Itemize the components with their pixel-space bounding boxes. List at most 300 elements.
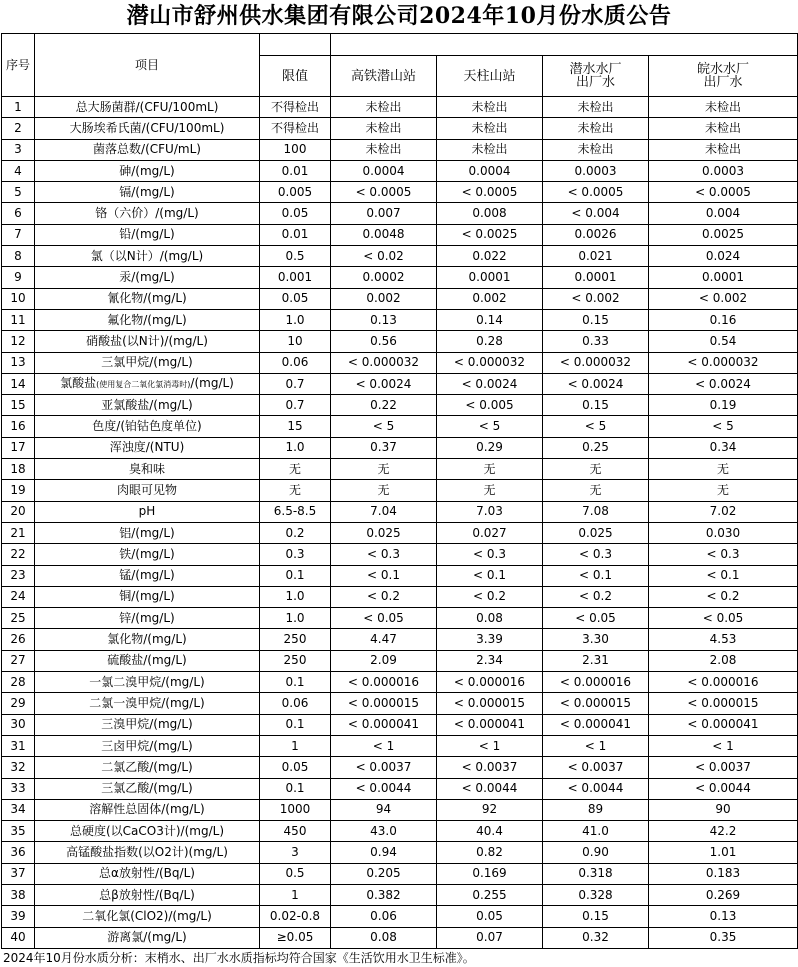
row-value-tianzhushan: 0.29 bbox=[437, 437, 543, 458]
header-site-wanshui-line2: 出厂水 bbox=[703, 75, 743, 90]
row-limit: 0.001 bbox=[260, 267, 331, 288]
table-row bbox=[2, 267, 798, 288]
table-row bbox=[2, 821, 798, 842]
row-value-wanshui: 1.01 bbox=[649, 842, 798, 863]
row-item: 铜/(mg/L) bbox=[35, 586, 260, 607]
table-row bbox=[2, 97, 798, 118]
row-value-wanshui: 4.53 bbox=[649, 629, 798, 650]
row-value-wanshui: < 0.000032 bbox=[649, 352, 798, 373]
row-value-tianzhushan: 无 bbox=[437, 459, 543, 480]
row-value-tianzhushan: < 0.000041 bbox=[437, 714, 543, 735]
header-limit: 限值 bbox=[260, 56, 331, 97]
row-limit: 1 bbox=[260, 735, 331, 756]
table-row bbox=[2, 863, 798, 884]
row-item: 浑浊度/(NTU) bbox=[35, 437, 260, 458]
row-seq: 26 bbox=[2, 629, 35, 650]
row-seq: 18 bbox=[2, 459, 35, 480]
row-value-gaotie: 未检出 bbox=[331, 139, 437, 160]
row-seq: 40 bbox=[2, 927, 35, 948]
row-item bbox=[35, 373, 260, 394]
row-seq: 12 bbox=[2, 331, 35, 352]
row-value-gaotie: 0.0002 bbox=[331, 267, 437, 288]
row-value-tianzhushan: < 0.005 bbox=[437, 395, 543, 416]
row-value-qianshui: 0.0026 bbox=[543, 224, 649, 245]
row-value-wanshui: 42.2 bbox=[649, 821, 798, 842]
row-item: 锌/(mg/L) bbox=[35, 608, 260, 629]
row-seq: 16 bbox=[2, 416, 35, 437]
row-seq: 15 bbox=[2, 395, 35, 416]
row-value-qianshui: 3.30 bbox=[543, 629, 649, 650]
row-value-gaotie: < 1 bbox=[331, 735, 437, 756]
table-row bbox=[2, 288, 798, 309]
row-value-qianshui: 0.021 bbox=[543, 246, 649, 267]
row-limit: 0.2 bbox=[260, 522, 331, 543]
row-limit: 0.05 bbox=[260, 757, 331, 778]
row-seq: 9 bbox=[2, 267, 35, 288]
row-seq: 19 bbox=[2, 480, 35, 501]
row-seq: 17 bbox=[2, 437, 35, 458]
row-value-wanshui: < 5 bbox=[649, 416, 798, 437]
row-limit: 250 bbox=[260, 650, 331, 671]
row-value-tianzhushan: 0.82 bbox=[437, 842, 543, 863]
row-value-wanshui: < 0.0005 bbox=[649, 182, 798, 203]
row-value-tianzhushan: 0.08 bbox=[437, 608, 543, 629]
row-item: 总β放射性/(Bq/L) bbox=[35, 884, 260, 905]
row-value-qianshui: < 0.3 bbox=[543, 544, 649, 565]
header-item: 项目 bbox=[35, 34, 260, 97]
row-value-qianshui: 0.15 bbox=[543, 395, 649, 416]
row-item: 高锰酸盐指数(以O2计)(mg/L) bbox=[35, 842, 260, 863]
row-seq: 23 bbox=[2, 565, 35, 586]
row-value-tianzhushan: 0.002 bbox=[437, 288, 543, 309]
row-value-gaotie: < 0.0005 bbox=[331, 182, 437, 203]
row-value-qianshui: < 0.05 bbox=[543, 608, 649, 629]
table-row bbox=[2, 735, 798, 756]
row-value-wanshui: < 0.0024 bbox=[649, 373, 798, 394]
row-value-wanshui: 无 bbox=[649, 459, 798, 480]
row-limit: 无 bbox=[260, 459, 331, 480]
row-item: 硫酸盐/(mg/L) bbox=[35, 650, 260, 671]
row-item-unit: /(mg/L) bbox=[190, 376, 234, 390]
row-value-gaotie: 0.94 bbox=[331, 842, 437, 863]
row-item: 肉眼可见物 bbox=[35, 480, 260, 501]
row-value-gaotie: < 0.000041 bbox=[331, 714, 437, 735]
row-seq: 39 bbox=[2, 906, 35, 927]
table-row bbox=[2, 309, 798, 330]
table-row bbox=[2, 693, 798, 714]
row-seq: 38 bbox=[2, 884, 35, 905]
row-limit: 0.1 bbox=[260, 565, 331, 586]
row-value-gaotie: < 5 bbox=[331, 416, 437, 437]
row-limit: 不得检出 bbox=[260, 118, 331, 139]
row-value-tianzhushan: 3.39 bbox=[437, 629, 543, 650]
row-value-wanshui: 0.34 bbox=[649, 437, 798, 458]
row-item: 游离氯/(mg/L) bbox=[35, 927, 260, 948]
row-value-gaotie: 未检出 bbox=[331, 118, 437, 139]
row-limit: 0.06 bbox=[260, 693, 331, 714]
row-limit: 1.0 bbox=[260, 608, 331, 629]
row-limit: 6.5-8.5 bbox=[260, 501, 331, 522]
row-value-wanshui: < 0.0044 bbox=[649, 778, 798, 799]
row-seq: 34 bbox=[2, 799, 35, 820]
row-value-qianshui: < 0.004 bbox=[543, 203, 649, 224]
water-quality-table bbox=[1, 33, 798, 949]
row-seq: 36 bbox=[2, 842, 35, 863]
row-value-gaotie: 43.0 bbox=[331, 821, 437, 842]
header-site-qianshui-line1: 潜水水厂 bbox=[569, 62, 622, 77]
row-limit: 0.3 bbox=[260, 544, 331, 565]
row-value-wanshui: < 0.000015 bbox=[649, 693, 798, 714]
row-limit: 10 bbox=[260, 331, 331, 352]
row-item: 总大肠菌群/(CFU/100mL) bbox=[35, 97, 260, 118]
row-limit: 0.05 bbox=[260, 203, 331, 224]
row-value-wanshui: 2.08 bbox=[649, 650, 798, 671]
row-value-wanshui: < 0.2 bbox=[649, 586, 798, 607]
row-item: 氰化物/(mg/L) bbox=[35, 288, 260, 309]
row-value-wanshui: < 0.000016 bbox=[649, 672, 798, 693]
row-item: 砷/(mg/L) bbox=[35, 160, 260, 181]
row-limit: 0.7 bbox=[260, 373, 331, 394]
row-item: 三氯乙酸/(mg/L) bbox=[35, 778, 260, 799]
row-item: 汞/(mg/L) bbox=[35, 267, 260, 288]
row-value-gaotie: < 0.3 bbox=[331, 544, 437, 565]
row-item: 三溴甲烷/(mg/L) bbox=[35, 714, 260, 735]
row-value-qianshui: < 5 bbox=[543, 416, 649, 437]
row-seq: 10 bbox=[2, 288, 35, 309]
row-value-gaotie: < 0.02 bbox=[331, 246, 437, 267]
row-limit: 0.1 bbox=[260, 778, 331, 799]
row-limit: 450 bbox=[260, 821, 331, 842]
row-value-tianzhushan: < 0.000015 bbox=[437, 693, 543, 714]
row-value-tianzhushan: 0.0004 bbox=[437, 160, 543, 181]
row-value-qianshui: 未检出 bbox=[543, 97, 649, 118]
row-seq: 33 bbox=[2, 778, 35, 799]
row-value-wanshui: 未检出 bbox=[649, 139, 798, 160]
row-value-gaotie: < 0.000016 bbox=[331, 672, 437, 693]
row-value-tianzhushan: < 0.0024 bbox=[437, 373, 543, 394]
row-limit: ≥0.05 bbox=[260, 927, 331, 948]
row-value-gaotie: 0.025 bbox=[331, 522, 437, 543]
table-row bbox=[2, 714, 798, 735]
row-seq: 4 bbox=[2, 160, 35, 181]
row-value-wanshui: 0.024 bbox=[649, 246, 798, 267]
table-row bbox=[2, 522, 798, 543]
row-value-tianzhushan: 40.4 bbox=[437, 821, 543, 842]
row-value-gaotie: 94 bbox=[331, 799, 437, 820]
row-value-qianshui: 0.32 bbox=[543, 927, 649, 948]
row-seq: 35 bbox=[2, 821, 35, 842]
row-value-wanshui: < 0.002 bbox=[649, 288, 798, 309]
row-value-qianshui: 未检出 bbox=[543, 118, 649, 139]
row-item: 二氯乙酸/(mg/L) bbox=[35, 757, 260, 778]
row-value-wanshui: 0.19 bbox=[649, 395, 798, 416]
row-value-wanshui: 0.004 bbox=[649, 203, 798, 224]
row-value-tianzhushan: < 0.3 bbox=[437, 544, 543, 565]
header-site-wanshui-line1: 皖水水厂 bbox=[696, 62, 749, 77]
row-value-wanshui: 0.0003 bbox=[649, 160, 798, 181]
row-item: 三卤甲烷/(mg/L) bbox=[35, 735, 260, 756]
row-value-wanshui: 0.54 bbox=[649, 331, 798, 352]
row-value-gaotie: 0.205 bbox=[331, 863, 437, 884]
row-item-note: (使用复合二氧化氯消毒时) bbox=[96, 380, 191, 389]
row-item: 总α放射性/(Bq/L) bbox=[35, 863, 260, 884]
row-limit: 250 bbox=[260, 629, 331, 650]
row-value-qianshui: 0.0003 bbox=[543, 160, 649, 181]
row-value-wanshui: < 1 bbox=[649, 735, 798, 756]
row-value-tianzhushan: < 0.0025 bbox=[437, 224, 543, 245]
row-value-wanshui: 0.030 bbox=[649, 522, 798, 543]
row-value-qianshui: < 0.1 bbox=[543, 565, 649, 586]
row-limit: 1.0 bbox=[260, 586, 331, 607]
row-value-qianshui: 89 bbox=[543, 799, 649, 820]
row-value-wanshui: 7.02 bbox=[649, 501, 798, 522]
header-site-gaotie: 高铁潜山站 bbox=[331, 56, 437, 97]
row-limit: 0.7 bbox=[260, 395, 331, 416]
row-value-tianzhushan: < 5 bbox=[437, 416, 543, 437]
row-value-gaotie: 0.382 bbox=[331, 884, 437, 905]
row-seq: 24 bbox=[2, 586, 35, 607]
row-limit: 1000 bbox=[260, 799, 331, 820]
row-value-qianshui: 0.025 bbox=[543, 522, 649, 543]
row-seq: 2 bbox=[2, 118, 35, 139]
row-value-qianshui: 0.15 bbox=[543, 309, 649, 330]
row-item: 总硬度(以CaCO3计)/(mg/L) bbox=[35, 821, 260, 842]
row-value-tianzhushan: < 0.0037 bbox=[437, 757, 543, 778]
table-row bbox=[2, 884, 798, 905]
analysis-footer: 2024年10月份水质分析：末梢水、出厂水水质指标均符合国家《生活饮用水卫生标准》。 bbox=[1, 948, 797, 966]
row-seq: 29 bbox=[2, 693, 35, 714]
row-seq: 28 bbox=[2, 672, 35, 693]
row-value-qianshui: < 0.2 bbox=[543, 586, 649, 607]
row-seq: 14 bbox=[2, 373, 35, 394]
row-value-gaotie: < 0.0037 bbox=[331, 757, 437, 778]
header-row-top bbox=[2, 34, 798, 56]
row-seq: 30 bbox=[2, 714, 35, 735]
row-item: pH bbox=[35, 501, 260, 522]
row-value-gaotie: < 0.05 bbox=[331, 608, 437, 629]
row-value-gaotie: 未检出 bbox=[331, 97, 437, 118]
row-value-wanshui: < 0.0037 bbox=[649, 757, 798, 778]
table-row bbox=[2, 246, 798, 267]
row-limit: 15 bbox=[260, 416, 331, 437]
row-limit: 3 bbox=[260, 842, 331, 863]
page-title: 潜山市舒州供水集团有限公司2024年10月份水质公告 bbox=[126, 3, 672, 29]
row-value-qianshui: 0.15 bbox=[543, 906, 649, 927]
header-site-tianzhushan: 天柱山站 bbox=[437, 56, 543, 97]
row-value-qianshui: 0.0001 bbox=[543, 267, 649, 288]
row-seq: 7 bbox=[2, 224, 35, 245]
row-item: 二氧化氯(ClO2)/(mg/L) bbox=[35, 906, 260, 927]
row-value-tianzhushan: 无 bbox=[437, 480, 543, 501]
row-value-wanshui: 无 bbox=[649, 480, 798, 501]
row-value-qianshui: 无 bbox=[543, 459, 649, 480]
row-seq: 20 bbox=[2, 501, 35, 522]
row-item: 氯化物/(mg/L) bbox=[35, 629, 260, 650]
row-value-wanshui: 未检出 bbox=[649, 118, 798, 139]
table-row bbox=[2, 672, 798, 693]
row-seq: 6 bbox=[2, 203, 35, 224]
row-seq: 8 bbox=[2, 246, 35, 267]
row-item: 菌落总数/(CFU/mL) bbox=[35, 139, 260, 160]
row-limit: 0.005 bbox=[260, 182, 331, 203]
row-item-main: 氯酸盐 bbox=[60, 376, 97, 390]
row-limit: 1 bbox=[260, 884, 331, 905]
table-row bbox=[2, 650, 798, 671]
row-value-gaotie: 0.002 bbox=[331, 288, 437, 309]
row-value-gaotie: 无 bbox=[331, 459, 437, 480]
row-value-qianshui: 无 bbox=[543, 480, 649, 501]
row-seq: 13 bbox=[2, 352, 35, 373]
row-value-gaotie: < 0.2 bbox=[331, 586, 437, 607]
row-value-tianzhushan: 0.008 bbox=[437, 203, 543, 224]
row-value-tianzhushan: < 0.000016 bbox=[437, 672, 543, 693]
table-row bbox=[2, 544, 798, 565]
row-value-qianshui: 0.25 bbox=[543, 437, 649, 458]
table-row bbox=[2, 331, 798, 352]
table-row bbox=[2, 395, 798, 416]
row-limit: 0.1 bbox=[260, 672, 331, 693]
row-item: 一氯二溴甲烷/(mg/L) bbox=[35, 672, 260, 693]
table-row bbox=[2, 799, 798, 820]
row-value-gaotie: < 0.000015 bbox=[331, 693, 437, 714]
row-item: 铁/(mg/L) bbox=[35, 544, 260, 565]
row-seq: 27 bbox=[2, 650, 35, 671]
row-seq: 1 bbox=[2, 97, 35, 118]
row-value-qianshui: 41.0 bbox=[543, 821, 649, 842]
row-value-qianshui: < 0.0037 bbox=[543, 757, 649, 778]
row-value-tianzhushan: < 0.2 bbox=[437, 586, 543, 607]
row-value-wanshui: 0.35 bbox=[649, 927, 798, 948]
row-seq: 3 bbox=[2, 139, 35, 160]
row-item: 臭和味 bbox=[35, 459, 260, 480]
row-value-gaotie: 0.56 bbox=[331, 331, 437, 352]
row-value-qianshui: 未检出 bbox=[543, 139, 649, 160]
table-row bbox=[2, 842, 798, 863]
table-row bbox=[2, 416, 798, 437]
row-value-gaotie: 0.06 bbox=[331, 906, 437, 927]
row-value-gaotie: 0.13 bbox=[331, 309, 437, 330]
row-value-gaotie: 7.04 bbox=[331, 501, 437, 522]
table-row bbox=[2, 373, 798, 394]
table-row bbox=[2, 927, 798, 948]
table-row bbox=[2, 906, 798, 927]
row-value-tianzhushan: < 0.0005 bbox=[437, 182, 543, 203]
row-value-wanshui: 0.183 bbox=[649, 863, 798, 884]
row-value-tianzhushan: 0.022 bbox=[437, 246, 543, 267]
row-item: 铝/(mg/L) bbox=[35, 522, 260, 543]
row-item: 二氯一溴甲烷/(mg/L) bbox=[35, 693, 260, 714]
row-value-wanshui: 90 bbox=[649, 799, 798, 820]
table-row bbox=[2, 160, 798, 181]
row-value-wanshui: 0.13 bbox=[649, 906, 798, 927]
table-row bbox=[2, 139, 798, 160]
row-item: 锰/(mg/L) bbox=[35, 565, 260, 586]
row-value-gaotie: 0.0048 bbox=[331, 224, 437, 245]
header-site-qianshui-line2: 出厂水 bbox=[575, 75, 615, 90]
row-value-qianshui: 0.90 bbox=[543, 842, 649, 863]
row-seq: 31 bbox=[2, 735, 35, 756]
row-value-wanshui: < 0.000041 bbox=[649, 714, 798, 735]
row-value-gaotie: 无 bbox=[331, 480, 437, 501]
row-item: 溶解性总固体/(mg/L) bbox=[35, 799, 260, 820]
row-limit: 100 bbox=[260, 139, 331, 160]
row-value-tianzhushan: 0.0001 bbox=[437, 267, 543, 288]
header-blank-limit bbox=[260, 34, 331, 56]
row-value-qianshui: < 0.000015 bbox=[543, 693, 649, 714]
row-limit: 0.5 bbox=[260, 246, 331, 267]
row-limit: 0.5 bbox=[260, 863, 331, 884]
row-limit: 0.06 bbox=[260, 352, 331, 373]
row-value-wanshui: < 0.1 bbox=[649, 565, 798, 586]
header-blank-sites bbox=[331, 34, 798, 56]
row-value-gaotie: < 0.0024 bbox=[331, 373, 437, 394]
row-value-tianzhushan: 92 bbox=[437, 799, 543, 820]
table-row bbox=[2, 459, 798, 480]
row-value-wanshui: < 0.05 bbox=[649, 608, 798, 629]
row-item: 硝酸盐(以N计)/(mg/L) bbox=[35, 331, 260, 352]
header-seq: 序号 bbox=[2, 34, 35, 97]
row-value-qianshui: < 0.000032 bbox=[543, 352, 649, 373]
table-row bbox=[2, 586, 798, 607]
row-value-qianshui: 0.328 bbox=[543, 884, 649, 905]
row-value-tianzhushan: 0.14 bbox=[437, 309, 543, 330]
row-value-gaotie: < 0.000032 bbox=[331, 352, 437, 373]
row-item: 铬（六价）/(mg/L) bbox=[35, 203, 260, 224]
table-row bbox=[2, 182, 798, 203]
row-value-qianshui: < 0.0044 bbox=[543, 778, 649, 799]
row-value-wanshui: 未检出 bbox=[649, 97, 798, 118]
row-value-gaotie: 0.22 bbox=[331, 395, 437, 416]
row-item: 铅/(mg/L) bbox=[35, 224, 260, 245]
header-site-qianshui bbox=[543, 56, 649, 97]
row-seq: 32 bbox=[2, 757, 35, 778]
row-value-tianzhushan: 7.03 bbox=[437, 501, 543, 522]
table-row bbox=[2, 203, 798, 224]
header-site-wanshui bbox=[649, 56, 798, 97]
table-row bbox=[2, 629, 798, 650]
row-value-tianzhushan: < 0.000032 bbox=[437, 352, 543, 373]
row-limit: 1.0 bbox=[260, 309, 331, 330]
row-seq: 22 bbox=[2, 544, 35, 565]
row-seq: 11 bbox=[2, 309, 35, 330]
row-seq: 21 bbox=[2, 522, 35, 543]
table-row bbox=[2, 608, 798, 629]
table-row bbox=[2, 778, 798, 799]
row-value-wanshui: 0.16 bbox=[649, 309, 798, 330]
row-item: 氟化物/(mg/L) bbox=[35, 309, 260, 330]
row-value-tianzhushan: 未检出 bbox=[437, 118, 543, 139]
table-row bbox=[2, 224, 798, 245]
row-value-wanshui: 0.0001 bbox=[649, 267, 798, 288]
row-value-tianzhushan: 0.07 bbox=[437, 927, 543, 948]
table-row bbox=[2, 565, 798, 586]
row-limit: 不得检出 bbox=[260, 97, 331, 118]
row-value-qianshui: < 0.000016 bbox=[543, 672, 649, 693]
row-value-tianzhushan: 未检出 bbox=[437, 139, 543, 160]
row-item: 镉/(mg/L) bbox=[35, 182, 260, 203]
row-seq: 5 bbox=[2, 182, 35, 203]
row-value-gaotie: < 0.1 bbox=[331, 565, 437, 586]
table-row bbox=[2, 437, 798, 458]
row-limit: 0.01 bbox=[260, 160, 331, 181]
row-value-tianzhushan: 未检出 bbox=[437, 97, 543, 118]
row-seq: 37 bbox=[2, 863, 35, 884]
row-value-tianzhushan: 0.027 bbox=[437, 522, 543, 543]
row-value-gaotie: 0.0004 bbox=[331, 160, 437, 181]
row-value-gaotie: 4.47 bbox=[331, 629, 437, 650]
row-value-qianshui: < 1 bbox=[543, 735, 649, 756]
row-limit: 0.01 bbox=[260, 224, 331, 245]
